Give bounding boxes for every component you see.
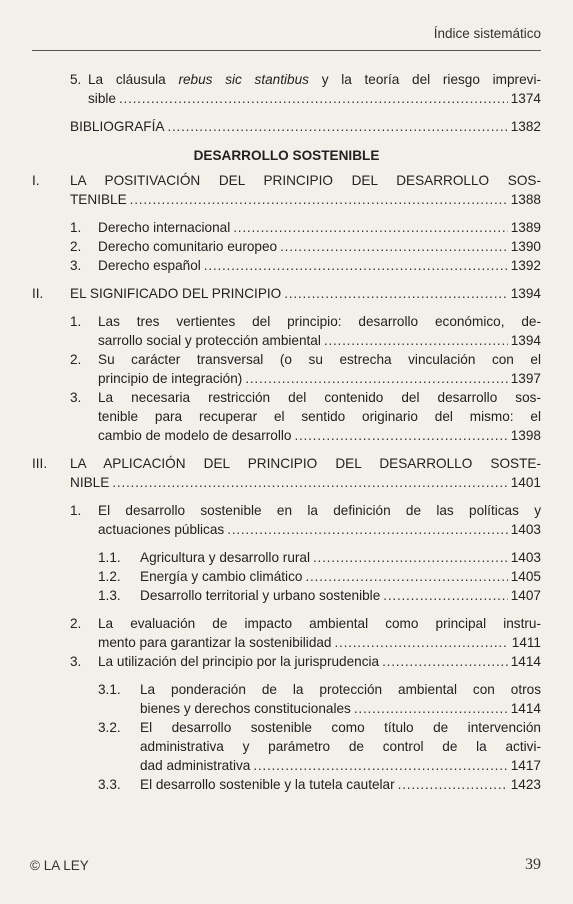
toc-entry-number: 1.	[70, 314, 82, 329]
publisher-mark: © LA LEY	[30, 858, 89, 873]
dot-leader	[167, 117, 507, 136]
page-ref: 1397	[510, 371, 541, 386]
part-number: II.	[32, 286, 44, 301]
toc-sub-3-3: 3.3. El desarrollo sostenible y la tutela cautelar . . . 1423	[32, 775, 541, 794]
toc-entry-number: 1.	[70, 503, 82, 518]
toc-entry-number: 2.	[70, 616, 82, 631]
page-ref: 1405	[510, 569, 541, 584]
page-ref: 1390	[510, 239, 541, 254]
running-header-title: Índice sistemático	[433, 26, 541, 41]
toc-entry-number: 5.	[70, 72, 82, 87]
dot-leader	[382, 652, 508, 671]
toc-entry-2-3: 3. La necesaria restricción del contenido del desarrollo sos- tenible para recuperar el sentido originario del mismo: el cambio de modelo de desarrollo . . . 1398	[32, 388, 541, 445]
toc-entry-text: 5. La cláusula rebus sic stantibus y la teoría del riesgo imprevi-	[70, 72, 541, 87]
dot-leader	[383, 586, 507, 605]
dot-leader	[354, 699, 508, 718]
part-number: I.	[32, 173, 40, 188]
toc-part-1: I. LA POSITIVACIÓN DEL PRINCIPIO DEL DESARROLLO SOS- TENIBLE . . . 1388	[32, 171, 541, 209]
section-title: DESARROLLO SOSTENIBLE	[193, 148, 380, 163]
dot-leader	[398, 775, 508, 794]
dot-leader	[313, 548, 508, 567]
page-ref: 1388	[510, 192, 541, 207]
toc-entry-number: 1.3.	[98, 588, 121, 603]
toc-entry-2-2: 2. Su carácter transversal (o su estrecha vinculación con el principio de integración) . . . 1397	[32, 350, 541, 388]
toc-sub-1-3: 1.3. Desarrollo territorial y urbano sostenible . . . 1407	[32, 586, 541, 605]
page-ref: 1414	[510, 701, 541, 716]
italic-phrase: rebus sic stantibus	[178, 72, 309, 87]
toc-entry-5: 5. La cláusula rebus sic stantibus y la teoría del riesgo imprevi- sible . . . 1374	[32, 70, 541, 108]
dot-leader	[284, 284, 508, 303]
page-ref: 1411	[511, 635, 541, 650]
toc-entry-1-3: 3. Derecho español . . . 1392	[32, 256, 541, 275]
page-ref: 1389	[510, 220, 541, 235]
dot-leader	[130, 190, 508, 209]
dot-leader	[119, 89, 508, 108]
page-ref: 1414	[510, 654, 541, 669]
toc-entry-number: 2.	[70, 239, 82, 254]
toc-part-2: II. EL SIGNIFICADO DEL PRINCIPIO . . . 1394	[32, 284, 541, 303]
toc-entry-1-2: 2. Derecho comunitario europeo . . . 1390	[32, 237, 541, 256]
toc-entry-number: 1.	[70, 220, 82, 235]
page-ref: 1403	[510, 550, 541, 565]
toc-sub-1-1: 1.1. Agricultura y desarrollo rural . . . 1403	[32, 548, 541, 567]
toc-entry-2-1: 1. Las tres vertientes del principio: desarrollo económico, de- sarrollo social y protección ambiental . . . 1394	[32, 312, 541, 350]
header-rule	[32, 50, 541, 51]
toc-sub-1-2: 1.2. Energía y cambio climático . . . 1405	[32, 567, 541, 586]
dot-leader	[335, 633, 509, 652]
page-ref: 1401	[510, 475, 541, 490]
toc-part-3: III. LA APLICACIÓN DEL PRINCIPIO DEL DESARROLLO SOSTE- NIBLE . . . 1401	[32, 454, 541, 492]
toc-entry-bibliografia: BIBLIOGRAFÍA . . . 1382	[32, 117, 541, 136]
toc-entry-number: 3.3.	[98, 777, 121, 792]
dot-leader	[294, 426, 507, 445]
toc-entry-number: 3.	[70, 390, 82, 405]
dot-leader	[233, 218, 508, 237]
part-number: III.	[32, 456, 48, 471]
page-number: 39	[525, 856, 541, 873]
table-of-contents	[32, 70, 541, 794]
dot-leader	[112, 473, 507, 492]
toc-entry-3-2: 2. La evaluación de impacto ambiental como principal instru- mento para garantizar la sostenibilidad . . . 1411	[32, 614, 541, 652]
page-ref: 1423	[510, 777, 541, 792]
toc-entry-number: 3.	[70, 258, 82, 273]
page-ref: 1407	[510, 588, 541, 603]
page-ref: 1374	[510, 91, 541, 106]
toc-entry-number: 1.2.	[98, 569, 121, 584]
toc-entry-number: 1.1.	[98, 550, 121, 565]
page-ref: 1392	[510, 258, 541, 273]
page-ref: 1394	[510, 286, 541, 301]
dot-leader	[204, 256, 508, 275]
page-ref: 1398	[510, 428, 541, 443]
toc-sub-3-2: 3.2. El desarrollo sostenible como título de intervención administrativa y parámetro de control de la activi- dad administrativa . . . 1417	[32, 718, 541, 775]
page-ref: 1403	[510, 522, 541, 537]
dot-leader	[280, 237, 508, 256]
dot-leader	[253, 756, 507, 775]
toc-entry-1-1: 1. Derecho internacional . . . 1389	[32, 218, 541, 237]
page-ref: 1382	[510, 119, 541, 134]
dot-leader	[245, 369, 507, 388]
page-ref: 1417	[510, 758, 541, 773]
page-ref: 1394	[510, 333, 541, 348]
toc-entry-3-1: 1. El desarrollo sostenible en la definición de las políticas y actuaciones públicas . . . 1403	[32, 501, 541, 539]
toc-entry-number: 3.2.	[98, 720, 121, 735]
toc-entry-number: 3.1.	[98, 682, 121, 697]
toc-entry-3-3: 3. La utilización del principio por la jurisprudencia . . . 1414	[32, 652, 541, 671]
dot-leader	[324, 331, 508, 350]
dot-leader	[305, 567, 507, 586]
toc-entry-number: 3.	[70, 654, 82, 669]
toc-sub-3-1: 3.1. La ponderación de la protección ambiental con otros bienes y derechos constitucionales . . . 1414	[32, 680, 541, 718]
dot-leader	[227, 520, 508, 539]
toc-entry-number: 2.	[70, 352, 82, 367]
